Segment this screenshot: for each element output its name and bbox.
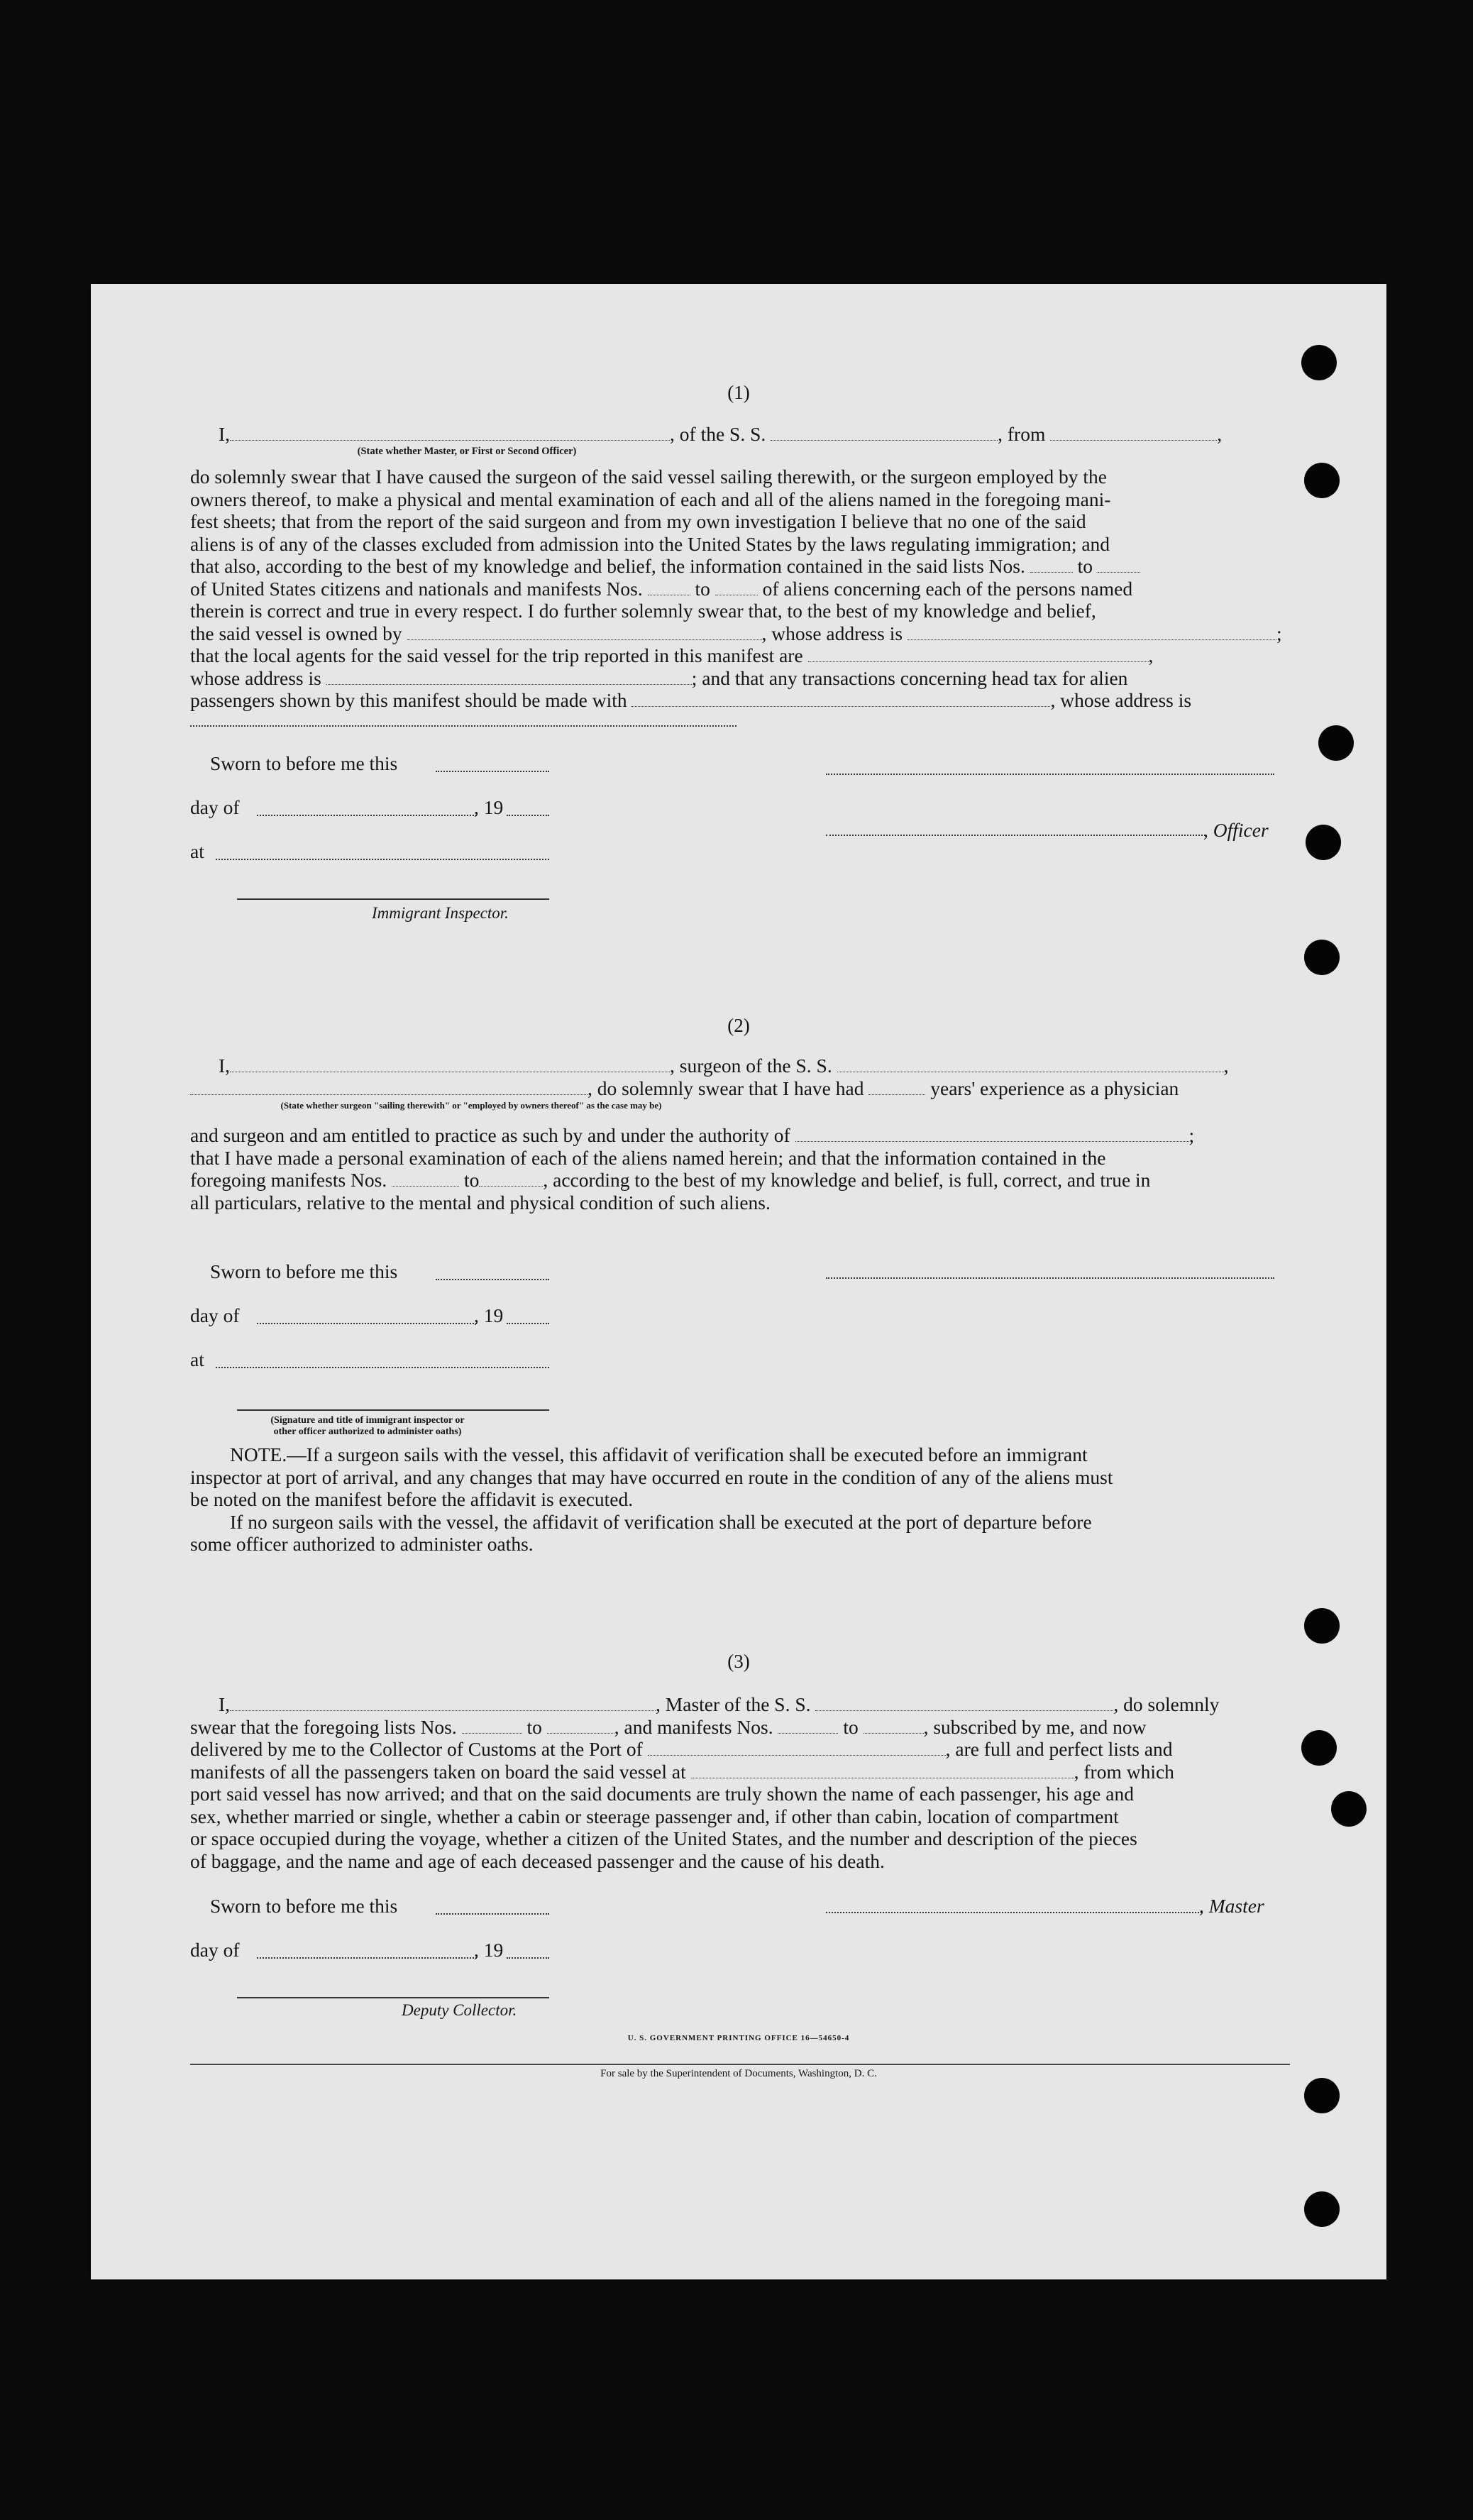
section-1-body-line [190,689,1283,712]
inspector-signature-line[interactable] [237,898,549,900]
deputy-collector-caption: Deputy Collector. [402,2001,517,2019]
section-1-body-line: owners thereof, to make a physical and mental examination of each and all of the aliens named in the foregoing mani- [190,488,1111,510]
officer-signature-blank[interactable] [826,774,1274,775]
note-line: some officer authorized to administer oaths. [190,1533,534,1555]
section-1-body-line [190,555,1283,578]
manifests-to-blank[interactable] [479,1172,543,1187]
year-prefix: , 19 [474,1304,504,1326]
year-prefix: , 19 [474,796,504,818]
text-semicolon: ; [1276,622,1282,644]
section-1-line-1 [190,423,1283,446]
text-swear: , do solemnly swear that I have had [587,1077,864,1099]
footer-rule [190,2064,1290,2065]
punch-hole [1304,940,1340,975]
surgeon-name-blank[interactable] [230,1057,670,1072]
section-1-body-line: aliens is of any of the classes excluded from admission into the United States by the laws regulating immigration; and [190,532,1110,555]
signature-caption-line: other officer authorized to administer oaths) [273,1426,462,1437]
authority-blank[interactable] [795,1127,1189,1142]
text-surgeon-of: , surgeon of the S. S. [670,1055,832,1077]
text-manifests-nos: of United States citizens and nationals and manifests Nos. [190,577,643,600]
section-1-body-line: fest sheets; that from the report of the said surgeon and from my own investigation I believe that no one of the said [190,510,1086,532]
officer-name-blank[interactable] [826,835,1206,836]
from-port-blank[interactable] [1050,426,1217,441]
ship-name-blank[interactable] [815,1696,1113,1711]
manifests-from-blank[interactable] [392,1172,459,1187]
punch-hole [1304,463,1340,498]
section-3-body-line [190,1761,1283,1783]
text-years-experience: years' experience as a physician [930,1077,1179,1099]
text-semicolon: ; [1188,1124,1195,1146]
section-3-body-line: of baggage, and the name and age of each deceased passenger and the cause of his death. [190,1849,885,1872]
section-2-number: (2) [727,1015,750,1036]
section-3-body-line: or space occupied during the voyage, whether a citizen of the United States, and the number and description of the pieces [190,1827,1137,1849]
text-according: , according to the best of my knowledge and belief, is full, correct, and true in [543,1169,1151,1191]
lists-to-blank[interactable] [1098,558,1140,573]
section-1-body [190,466,1283,712]
at-label: at [190,1348,204,1370]
text-to: to [843,1715,859,1738]
section-1-number: (1) [727,382,750,403]
section-1-body-line [190,667,1283,690]
punch-hole [1301,345,1337,380]
section-2-body-line [190,1124,1283,1147]
text-whose-address: , whose address is [761,622,903,644]
text-collector: delivered by me to the Collector of Customs at the Port of [190,1738,643,1760]
at-label: at [190,840,204,862]
local-agents-blank[interactable] [808,647,1149,662]
text-owned-by: the said vessel is owned by [190,622,402,644]
text-comma: , [1223,1055,1229,1077]
officer-title-blank[interactable] [230,426,670,441]
agents-address-blank[interactable] [326,670,692,685]
text-authority: and surgeon and am entitled to practice as such by and under the authority of [190,1124,790,1146]
section-3-body-line [190,1738,1283,1761]
officer-label: , Officer [1203,819,1269,841]
year-blank[interactable] [507,1957,549,1959]
text-whose-address: , whose address is [1050,689,1192,711]
section-3-number: (3) [727,1651,750,1672]
port-blank[interactable] [648,1741,946,1756]
note-line: be noted on the manifest before the affidavit is executed. [190,1488,634,1510]
day-of-label: day of [190,796,240,818]
section-1-body-line [190,622,1283,645]
section-3-text [190,1693,1283,1872]
text-i: I, [219,1055,231,1077]
place-blank[interactable] [216,859,549,860]
master-signature-blank[interactable] [826,1912,1202,1913]
surgeon-status-blank[interactable] [190,1080,587,1095]
owner-address-blank[interactable] [907,625,1276,640]
year-blank[interactable] [507,1323,549,1324]
section-2-body-line: all particulars, relative to the mental and physical condition of such aliens. [190,1191,771,1214]
head-tax-agent-blank[interactable] [631,692,1050,707]
note-line: NOTE.—If a surgeon sails with the vessel, this affidavit of verification shall be executed before an immigrant [230,1443,1088,1465]
punch-hole [1304,2078,1340,2113]
inspector-signature-line[interactable] [237,1409,549,1411]
text-to: to [526,1715,542,1738]
section-2-text [190,1055,1283,1099]
punch-hole [1304,2191,1340,2227]
boarding-port-blank[interactable] [691,1764,1074,1778]
note-text [190,1443,1283,1556]
section-1-text [190,423,1283,446]
day-of-label: day of [190,1304,240,1326]
section-1-body-line: do solemnly swear that I have caused the surgeon of the said vessel sailing therewith, or the surgeon employed by the [190,466,1107,488]
text-full-perfect: , are full and perfect lists and [945,1738,1173,1760]
punch-hole [1304,1608,1340,1644]
owner-blank[interactable] [407,625,762,640]
text-made-with: passengers shown by this manifest should be made with [190,689,627,711]
head-tax-address-blank[interactable] [190,725,736,727]
master-name-blank[interactable] [230,1696,656,1711]
note-line: inspector at port of arrival, and any changes that may have occurred en route in the condition of any of the aliens must [190,1465,1113,1488]
surgeon-signature-blank[interactable] [826,1277,1274,1279]
text-i: I, [219,423,231,445]
sworn-date-blank[interactable] [436,1279,549,1280]
text-to: to [1077,555,1093,577]
month-blank[interactable] [257,1323,477,1324]
note-line: If no surgeon sails with the vessel, the affidavit of verification shall be executed at the port of departure before [230,1510,1092,1533]
years-blank[interactable] [868,1080,925,1095]
text-lists-nos: that also, according to the best of my knowledge and belief, the information contained in the said lists Nos. [190,555,1025,577]
signature-caption-line: (Signature and title of immigrant inspector or [270,1415,465,1426]
text-do-solemnly: , do solemnly [1113,1693,1220,1715]
surgeon-status-caption: (State whether surgeon "sailing therewith" or "employed by owners thereof" as the case may be) [280,1100,662,1111]
text-manifests-nos: , and manifests Nos. [614,1715,773,1738]
place-blank[interactable] [216,1367,549,1368]
sworn-label: Sworn to before me this [210,1260,398,1282]
year-blank[interactable] [507,815,549,816]
text-subscribed: , subscribed by me, and now [923,1715,1147,1738]
text-foregoing-lists: swear that the foregoing lists Nos. [190,1715,457,1738]
sale-notice: For sale by the Superintendent of Documents, Washington, D. C. [600,2068,877,2079]
ship-name-blank[interactable] [771,426,998,441]
month-blank[interactable] [257,1957,477,1959]
punch-hole [1306,825,1341,860]
text-foregoing-manifests: foregoing manifests Nos. [190,1169,387,1191]
text-whose-address: whose address is [190,666,321,689]
punch-hole [1301,1730,1337,1766]
section-3-body-line: sex, whether married or single, whether a cabin or steerage passenger and, if other than cabin, location of compartment [190,1805,1119,1827]
text-of-ss: , of the S. S. [670,423,766,445]
text-from-which: , from which [1074,1760,1174,1783]
manifests-to-blank[interactable] [864,1719,924,1734]
section-1-body-line: therein is correct and true in every respect. I do further solemnly swear that, to the best of my knowledge and belief, [190,600,1096,622]
manifest-affidavit-page [91,284,1386,2279]
text-taken-on-board: manifests of all the passengers taken on board the said vessel at [190,1760,686,1783]
text-i: I, [219,1693,231,1715]
officer-caption: (State whether Master, or First or Second Officer) [357,446,577,457]
section-1-body-line [190,644,1283,667]
text-comma: , [1148,644,1154,666]
section-3-body-line [190,1693,1283,1716]
day-of-label: day of [190,1939,240,1961]
collector-signature-line[interactable] [237,1997,549,1998]
master-label: , Master [1199,1895,1264,1917]
text-comma: , [1217,423,1223,445]
manifests-to-blank[interactable] [715,581,758,595]
text-head-tax: ; and that any transactions concerning head tax for alien [691,666,1128,689]
punch-hole [1331,1791,1367,1827]
ship-name-blank[interactable] [837,1057,1224,1072]
sworn-date-blank[interactable] [436,1913,549,1915]
text-aliens: of aliens concerning each of the persons named [762,577,1133,600]
month-blank[interactable] [257,815,477,816]
immigrant-inspector-caption: Immigrant Inspector. [372,904,509,922]
text-local-agents: that the local agents for the said vessel for the trip reported in this manifest are [190,644,803,666]
sworn-label: Sworn to before me this [210,752,398,774]
section-2-body [190,1124,1283,1214]
manifests-from-blank[interactable] [648,581,690,595]
lists-to-blank[interactable] [547,1719,614,1734]
section-3-body-line [190,1716,1283,1739]
text-from: , from [998,423,1046,445]
signature-caption [233,1415,502,1438]
section-2-line-2 [190,1077,1283,1100]
manifests-from-blank[interactable] [778,1719,838,1734]
section-2-body-line [190,1169,1283,1192]
section-3-body-line: port said vessel has now arrived; and that on the said documents are truly shown the name of each passenger, his age and [190,1783,1134,1805]
lists-from-blank[interactable] [462,1719,522,1734]
section-2-body-line: that I have made a personal examination of each of the aliens named herein; and that the information contained in the [190,1146,1106,1169]
year-prefix: , 19 [474,1939,504,1961]
text-to: to [695,577,710,600]
text-master-of: , Master of the S. S. [656,1693,811,1715]
sworn-date-blank[interactable] [436,771,549,772]
sworn-label: Sworn to before me this [210,1895,398,1917]
section-1-body-line [190,578,1283,600]
lists-from-blank[interactable] [1030,558,1073,573]
gpo-imprint: U. S. GOVERNMENT PRINTING OFFICE 16—54650-4 [627,2034,850,2042]
text-to: to [464,1169,480,1191]
punch-hole [1318,725,1354,761]
section-2-line-1 [190,1055,1283,1077]
